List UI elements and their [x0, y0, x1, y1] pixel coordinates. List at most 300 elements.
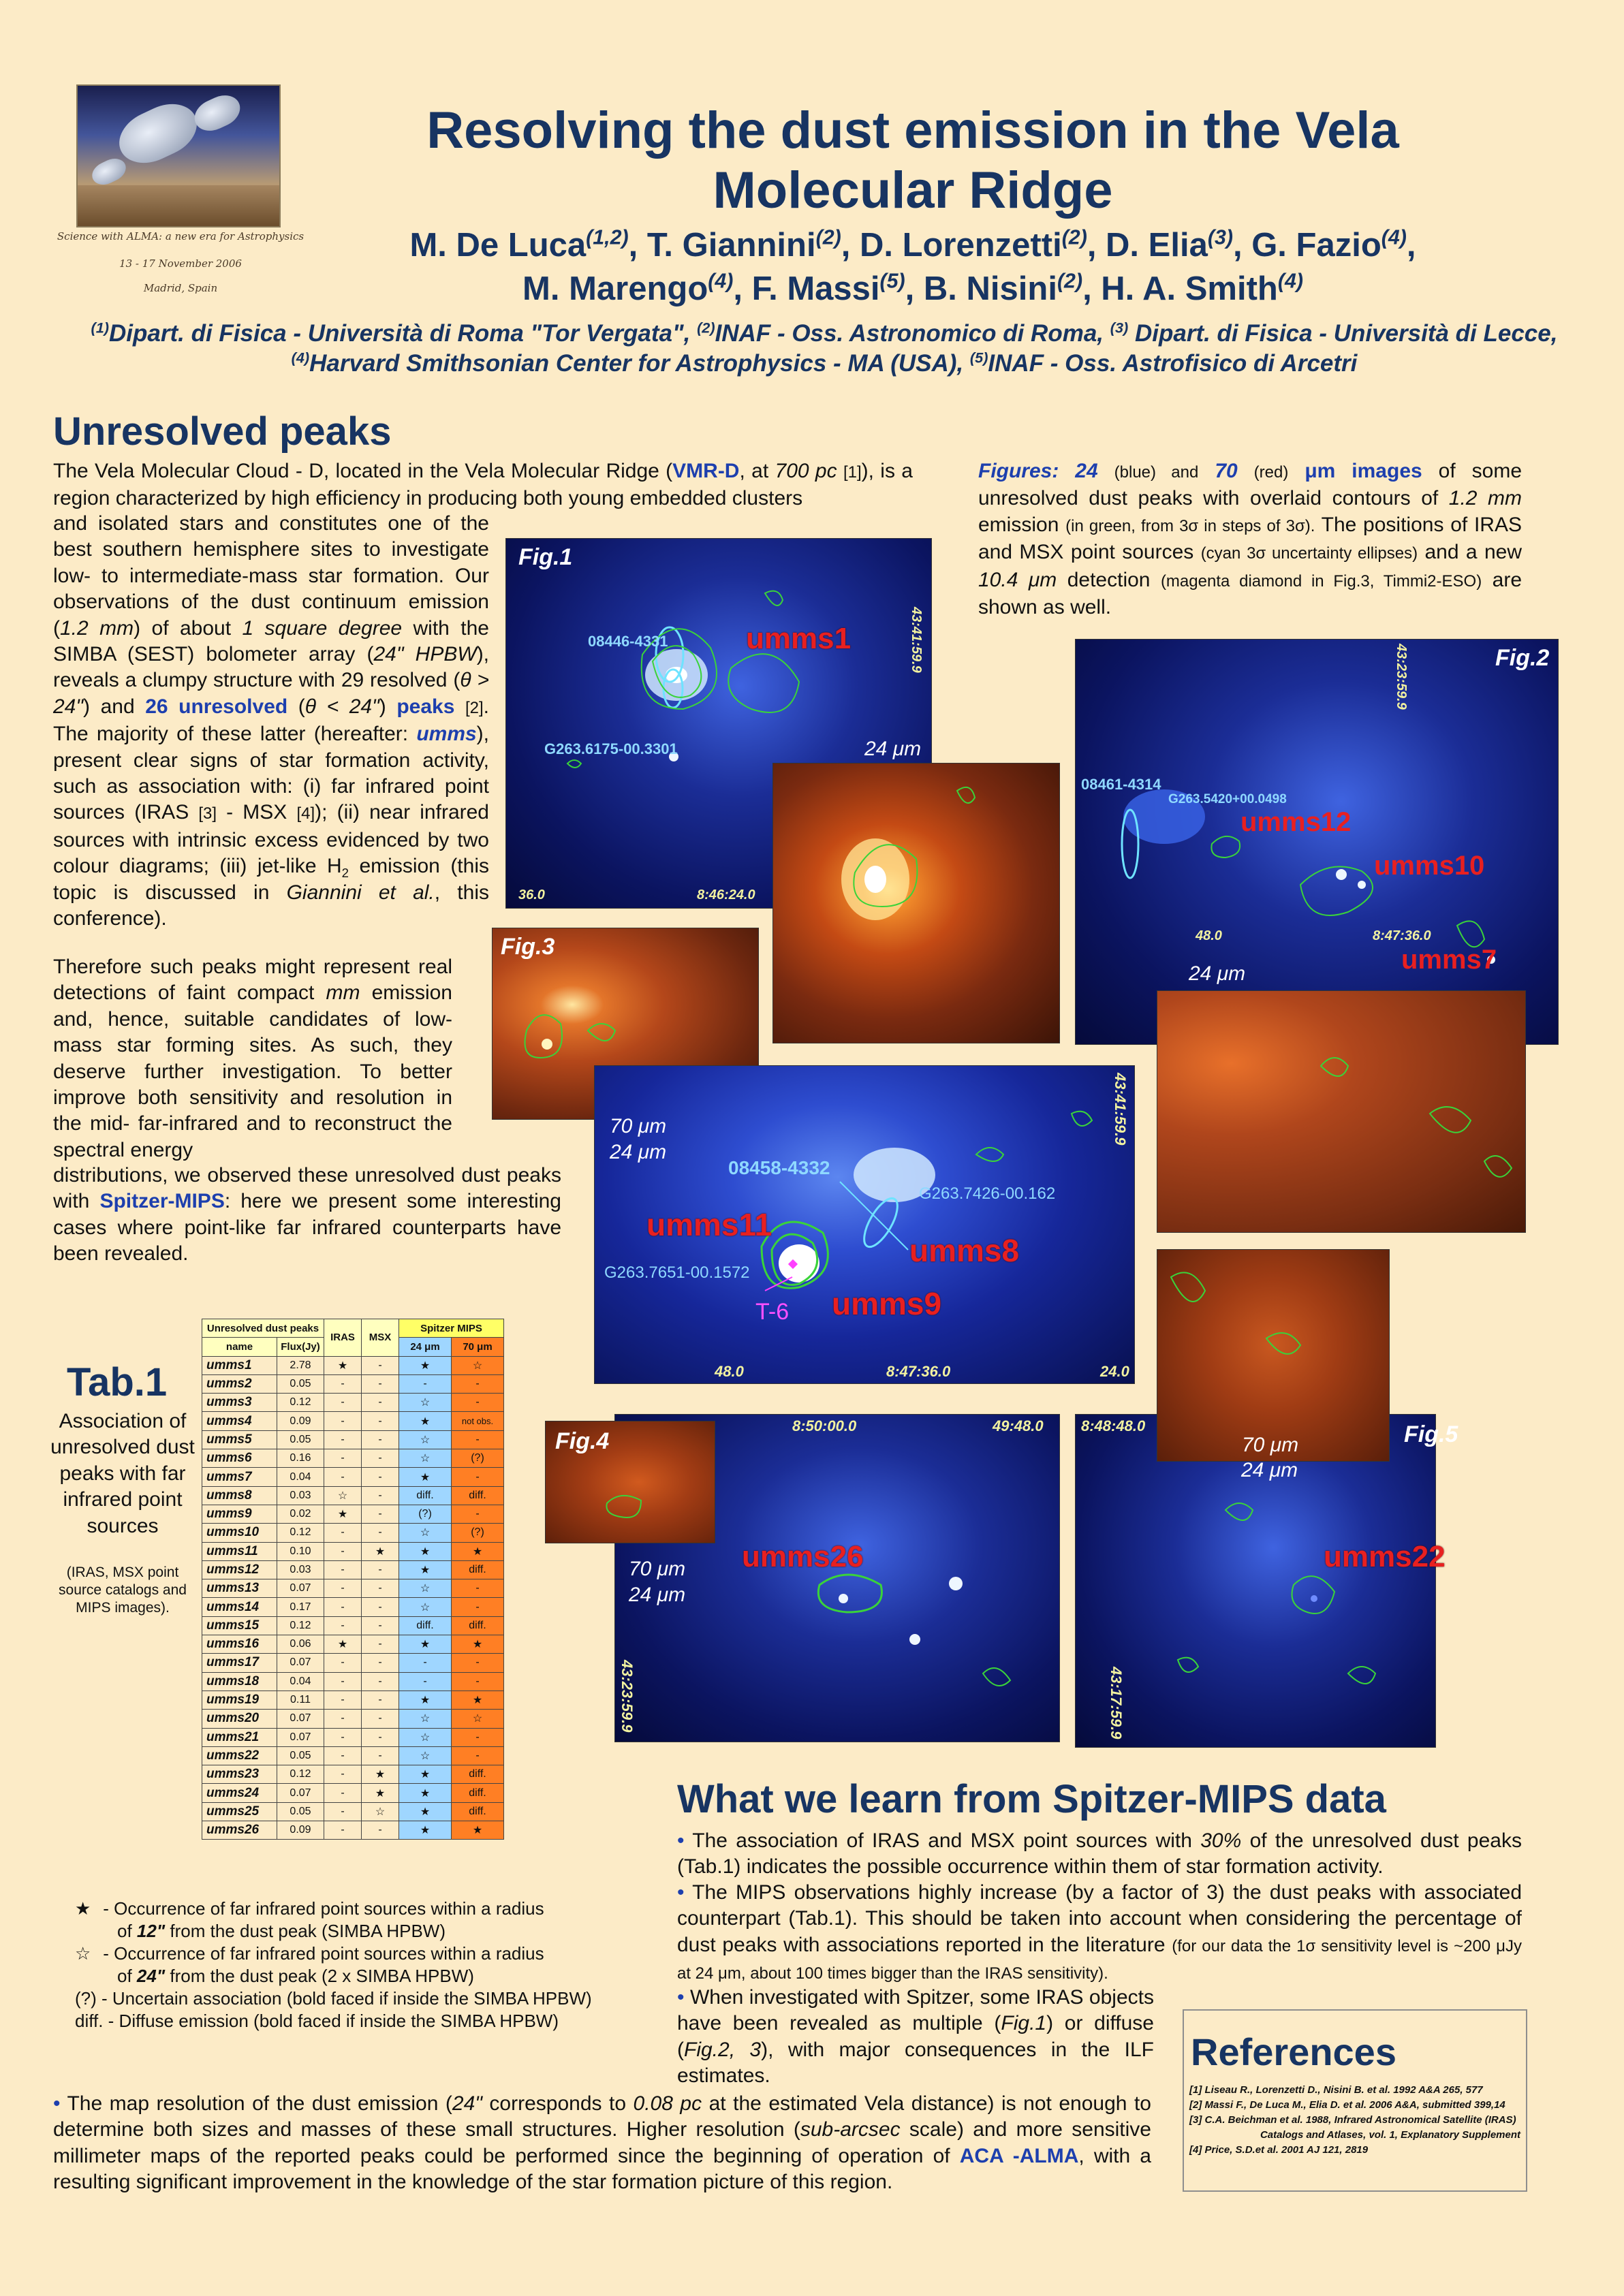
mips70-cell: diff. [452, 1802, 504, 1821]
peak-name-cell: umms6 [202, 1449, 277, 1468]
mips24-cell: ☆ [399, 1746, 452, 1765]
mips24-cell: ★ [399, 1542, 452, 1560]
msx-cell: - [362, 1505, 399, 1523]
fig2-label: Fig.2 [1495, 645, 1550, 671]
mips70-cell: diff. [452, 1486, 504, 1505]
fig4-point-source [909, 1634, 920, 1645]
reference-item: [2] Massi F., De Luca M., Elia D. et al. 2006 A&A, submitted 399,14 [1189, 2099, 1505, 2111]
ref-link[interactable]: [4] [296, 804, 315, 823]
iras-cell: ★ [324, 1356, 362, 1374]
mips70-cell: diff. [452, 1616, 504, 1635]
mips70-cell: - [452, 1505, 504, 1523]
author-sep: , [733, 270, 752, 307]
msx-cell: - [362, 1746, 399, 1765]
peak-name-cell: umms26 [202, 1821, 277, 1840]
fig4-70-contour [606, 1496, 641, 1517]
msx-cell: - [362, 1616, 399, 1635]
flux-cell: 0.05 [277, 1746, 324, 1765]
flux-cell: 0.07 [277, 1784, 324, 1802]
mips24-cell: ★ [399, 1765, 452, 1784]
flux-cell: 0.05 [277, 1802, 324, 1821]
msx-cell: - [362, 1821, 399, 1840]
iras-cell: - [324, 1468, 362, 1486]
msx-cell: - [362, 1486, 399, 1505]
msx-cell: - [362, 1710, 399, 1728]
tab1-legend [75, 1898, 661, 2032]
author-name: B. Nisini [923, 270, 1057, 307]
figures-caption [978, 458, 1522, 620]
author-name: M. De Luca [409, 227, 587, 264]
fig1-70-contours [773, 764, 1059, 1043]
fig3-70-contour [525, 1015, 563, 1058]
affil-num: (5) [969, 349, 988, 366]
conference-name: Science with ALMA: a new era for Astrophysics [57, 230, 304, 242]
learn-note: (for our data the 1σ sensitivity level is ~200 μJy at 24 μm, about 100 times bigger than the IRAS sensitivity). [677, 1936, 1522, 1983]
fig3-dec-label: 43:41:59.9 [1112, 1073, 1129, 1146]
legend-text: of [117, 1966, 132, 1986]
authors-line-2 [313, 267, 1512, 311]
author-sep: , [905, 270, 924, 307]
author-aff: (1,2) [586, 225, 629, 249]
flux-cell: 0.07 [277, 1654, 324, 1672]
mips24-cell: - [399, 1654, 452, 1672]
fig5-70um-image [1157, 1249, 1390, 1462]
mips24-cell: (?) [399, 1505, 452, 1523]
fig5-wl-label: 70 μm [1242, 1434, 1299, 1456]
mips70-cell: ★ [452, 1542, 504, 1560]
ref-link[interactable]: [2] [465, 698, 484, 717]
iras-cell: - [324, 1394, 362, 1412]
fig2-contours [1076, 640, 1558, 1044]
mips24-cell: - [399, 1672, 452, 1690]
mips70-cell: diff. [452, 1784, 504, 1802]
fig3-70-source [542, 1039, 552, 1050]
table-row [202, 1598, 504, 1616]
open-star-icon: ☆ [75, 1943, 91, 1964]
section-heading-learn: What we learn from Spitzer-MIPS data [677, 1777, 1386, 1821]
fig5-mm-contour [1292, 1576, 1335, 1614]
msx-cell: ☆ [362, 1802, 399, 1821]
peak-name-cell: umms1 [202, 1356, 277, 1374]
flux-cell: 0.12 [277, 1765, 324, 1784]
conference-location: Madrid, Spain [143, 282, 218, 294]
flux-cell: 0.11 [277, 1690, 324, 1709]
learn-percent: 30% [1200, 1829, 1242, 1852]
mips70-cell: - [452, 1468, 504, 1486]
ground-decoration [78, 185, 279, 226]
table-row [202, 1524, 504, 1542]
iras-cell: - [324, 1579, 362, 1598]
cap-blue: (blue) and [1114, 463, 1199, 482]
fig5-mm-contour [1178, 1658, 1198, 1672]
author-name: D. Lorenzetti [859, 227, 1062, 264]
table-row [202, 1468, 504, 1486]
mips24-cell: ☆ [399, 1598, 452, 1616]
table-row [202, 1690, 504, 1709]
author-name: G. Fazio [1251, 227, 1381, 264]
fig5-mm-contour [1348, 1667, 1375, 1684]
iras-cell: - [324, 1821, 362, 1840]
fig3-ra-label: 8:47:36.0 [886, 1363, 951, 1380]
table-row [202, 1356, 504, 1374]
peaks-label: peaks [396, 695, 455, 718]
alma-label: ACA -ALMA [959, 2144, 1079, 2167]
conclusion-text: , with a resulting significant improvement in the knowledge of the star formation picture of this region. [53, 2144, 1151, 2194]
fig5-wl-label: 24 μm [1241, 1459, 1298, 1481]
table-row [202, 1710, 504, 1728]
author-aff: (2) [815, 225, 841, 249]
fig2-ra-label: 8:47:36.0 [1373, 928, 1431, 943]
mips24-cell: ☆ [399, 1394, 452, 1412]
fig1-70um-image [772, 763, 1060, 1043]
flux-cell: 0.04 [277, 1468, 324, 1486]
peak-name-cell: umms10 [202, 1524, 277, 1542]
iras-cell: - [324, 1654, 362, 1672]
fig2-70-contours [1157, 991, 1525, 1232]
author-sep: , [628, 227, 647, 264]
legend-radius: 24" [136, 1966, 166, 1986]
flux-cell: 0.05 [277, 1430, 324, 1449]
affil-num: (4) [291, 349, 310, 366]
iras-cell: - [324, 1542, 362, 1560]
learn-text: The association of IRAS and MSX point sources with [692, 1829, 1192, 1852]
flux-cell: 0.04 [277, 1672, 324, 1690]
iras-cell: - [324, 1449, 362, 1468]
spitzer-label: Spitzer-MIPS [99, 1190, 225, 1213]
fig2-ra-label: 48.0 [1196, 928, 1222, 943]
conclusion-text: The map resolution of the dust emission ( [67, 2092, 452, 2115]
learn-text: of the unresolved dust peaks (Tab.1) indicates the possible occurrence within them of star formation activity. [677, 1829, 1522, 1878]
cap-red: (red) [1253, 463, 1289, 482]
learn-bullet-2 [677, 1880, 1522, 1987]
author-aff: (2) [1061, 225, 1087, 249]
ref-link[interactable]: [1] [843, 463, 862, 482]
author-sep: , [1082, 270, 1102, 307]
author-sep: , [1232, 227, 1252, 264]
flux-cell: 0.09 [277, 1821, 324, 1840]
flux-cell: 0.05 [277, 1374, 324, 1393]
unresolved-body-3: distributions, we observed these unresolved dust peaks with Spitzer-MIPS: here we present some interesting cases where point-like far infrared counterparts have been revealed. [53, 1164, 561, 1265]
msx-cell: - [362, 1430, 399, 1449]
fig2-point-source [1358, 881, 1366, 889]
fig1-mm-contour [765, 591, 783, 606]
cap-contour-wl: 1.2 mm [1448, 487, 1522, 510]
peak-name-cell: umms22 [202, 1746, 277, 1765]
flux-cell: 0.12 [277, 1524, 324, 1542]
mips24-cell: ☆ [399, 1710, 452, 1728]
legend-text: - Diffuse emission (bold faced if inside the SIMBA HPBW) [108, 2011, 559, 2031]
fig2-70-contour [1430, 1107, 1471, 1133]
affiliations-line-2 [48, 349, 1601, 379]
references-list [1189, 2083, 1520, 2158]
antenna-dish-icon [89, 155, 130, 189]
table-row [202, 1430, 504, 1449]
author-aff: (4) [1381, 225, 1407, 249]
peak-name-cell: umms12 [202, 1560, 277, 1579]
iras-cell: - [324, 1746, 362, 1765]
fig5-ra-label: 8:48:48.0 [1081, 1417, 1146, 1434]
bullet-icon: • [53, 2092, 61, 2115]
fig4-point-source [949, 1577, 963, 1590]
mips24-cell: ☆ [399, 1449, 452, 1468]
learn-text: ), with major consequences in the ILF estimates. [677, 2038, 1154, 2088]
flux-cell: 0.09 [277, 1412, 324, 1430]
affil-text: Harvard Smithsonian Center for Astrophysics - MA (USA), [309, 350, 970, 377]
table-row [202, 1560, 504, 1579]
learn-text: ) or diffuse ( [677, 2012, 1154, 2061]
bullet-icon: • [677, 1829, 685, 1852]
peak-name-cell: umms9 [202, 1505, 277, 1523]
unresolved-count: 26 unresolved [145, 695, 288, 718]
fig5-70-contour [1171, 1272, 1205, 1302]
conclusion-res: 24" [452, 2092, 482, 2115]
mips70-cell: - [452, 1374, 504, 1393]
author-aff: (3) [1207, 225, 1233, 249]
tab1-heading: Tab.1 [67, 1360, 168, 1404]
legend-symbol: diff. [75, 2011, 104, 2031]
flux-cell: 0.12 [277, 1616, 324, 1635]
iras-cell: - [324, 1710, 362, 1728]
table-row [202, 1654, 504, 1672]
mips24-cell: ★ [399, 1635, 452, 1654]
fig3-t6-label: T-6 [755, 1299, 790, 1325]
author-sep: , [841, 227, 860, 264]
fig5-70-contour [1266, 1333, 1300, 1354]
cap-new-wl: 10.4 μm [978, 568, 1057, 591]
msx-cell: - [362, 1412, 399, 1430]
author-name: F. Massi [751, 270, 880, 307]
learn-text: The MIPS observations highly increase (by a factor of 3) the dust peaks with associated counterpart (Tab.1). This should be taken into account when considering the percentage of dust peaks with associations reported in the literature [677, 1881, 1522, 1956]
msx-cell: - [362, 1672, 399, 1690]
mips70-cell: - [452, 1394, 504, 1412]
fig3-ra-label: 24.0 [1100, 1363, 1129, 1380]
conclusion-text: corresponds to [482, 2092, 634, 2115]
fig1-wl-label: 24 μm [864, 738, 922, 760]
authors-line-1 [313, 223, 1512, 267]
cap-cyan: (cyan 3σ uncertainty ellipses) [1200, 544, 1418, 563]
mips70-cell: - [452, 1728, 504, 1746]
table-row [202, 1542, 504, 1560]
fig1-dec-label: 43:41:59.9 [909, 607, 924, 673]
mm-unit: mm [326, 981, 360, 1005]
cap-lead: Figures: 24 [978, 460, 1098, 482]
fig4-wl-label: 70 μm [629, 1558, 686, 1580]
table-row [202, 1672, 504, 1690]
peak-name-cell: umms16 [202, 1635, 277, 1654]
tab1-table [202, 1319, 504, 1840]
cap-of-some: of some unresolved dust peaks with overlaid contours of [978, 460, 1522, 510]
msx-cell: - [362, 1654, 399, 1672]
legend-radius: 12" [136, 1921, 166, 1941]
iras-cell: - [324, 1765, 362, 1784]
filled-star-icon: ★ [75, 1898, 91, 1919]
fig4-mm-contour [818, 1575, 881, 1612]
author-sep: , [1087, 227, 1106, 264]
bullet-icon: • [677, 1986, 685, 2009]
conclusion-text: at the estimated Vela distance) is not enough to determine both sizes and masses of these small structures. Higher resolution ( [53, 2092, 1151, 2141]
fig2-70um-image [1157, 990, 1526, 1233]
affil-num: (3) [1110, 319, 1129, 336]
table-header-cell: Spitzer MIPS [399, 1319, 504, 1338]
mips24-cell: ★ [399, 1821, 452, 1840]
fig3-label: Fig.3 [501, 934, 555, 960]
umms-label: umms [416, 723, 477, 746]
learn-bullet-1 [677, 1828, 1522, 1881]
authors-block [313, 223, 1512, 311]
fig2-src-label: 08461-4314 [1081, 776, 1161, 793]
peak-name-cell: umms11 [202, 1542, 277, 1560]
table-row [202, 1579, 504, 1598]
title-line-2: Molecular Ridge [713, 161, 1113, 219]
fig-ref: Fig.1 [1001, 2012, 1047, 2035]
fig2-peak-label: umms12 [1240, 807, 1352, 837]
tab1-caption: Association of unresolved dust peaks with far infrared point sources [50, 1410, 195, 1537]
peak-name-cell: umms25 [202, 1802, 277, 1821]
cap-green: (in green, from 3σ in steps of 3σ). [1065, 516, 1315, 535]
fig2-peak-label: umms7 [1401, 945, 1497, 975]
peak-name-cell: umms17 [202, 1654, 277, 1672]
fig4-mm-contour [983, 1668, 1010, 1686]
mips24-cell: ★ [399, 1468, 452, 1486]
author-aff: (2) [1057, 269, 1083, 293]
cap-magenta: (magenta diamond in Fig.3, Timmi2-ESO) [1160, 571, 1482, 591]
fig1-mm-contour [728, 654, 799, 712]
table-header-cell: 70 μm [452, 1338, 504, 1356]
table-row [202, 1374, 504, 1393]
fig2-70-contour [1321, 1058, 1348, 1076]
msx-cell: - [362, 1690, 399, 1709]
table-row [202, 1728, 504, 1746]
conclusion-paragraph [53, 2091, 1151, 2196]
giannini-ref: Giannini et al. [286, 881, 435, 904]
ref-link[interactable]: [3] [198, 804, 217, 823]
peak-name-cell: umms14 [202, 1598, 277, 1616]
fig3-24um-image [594, 1065, 1135, 1384]
fig1-70-core [864, 866, 886, 893]
peak-name-cell: umms15 [202, 1616, 277, 1635]
iras-cell: - [324, 1430, 362, 1449]
mips70-cell: diff. [452, 1560, 504, 1579]
legend-text: of [117, 1921, 132, 1941]
peak-name-cell: umms2 [202, 1374, 277, 1393]
flux-cell: 0.02 [277, 1505, 324, 1523]
table-row [202, 1784, 504, 1802]
fig1-src-label: G263.6175-00.3301 [544, 740, 678, 757]
mips70-cell: - [452, 1654, 504, 1672]
affil-text: INAF - Oss. Astrofisico di Arcetri [988, 350, 1358, 377]
mips70-cell: ☆ [452, 1356, 504, 1374]
iras-cell: - [324, 1616, 362, 1635]
flux-cell: 0.06 [277, 1635, 324, 1654]
table-row [202, 1412, 504, 1430]
msx-cell: - [362, 1356, 399, 1374]
mips70-cell: - [452, 1430, 504, 1449]
reference-item: [4] Price, S.D.et al. 2001 AJ 121, 2819 [1189, 2144, 1369, 2156]
iras-cell: - [324, 1524, 362, 1542]
reference-item: Catalogs and Atlases, vol. 1, Explanatory Supplement [1260, 2129, 1520, 2141]
legend-text: from the dust peak (SIMBA HPBW) [170, 1921, 446, 1941]
mips24-cell: diff. [399, 1616, 452, 1635]
conclusion-sub: sub-arcsec [800, 2118, 901, 2141]
affil-text: Dipart. di Fisica - Università di Lecce, [1128, 320, 1558, 347]
conclusion-pc: 0.08 pc [633, 2092, 702, 2115]
mips70-cell: ☆ [452, 1710, 504, 1728]
conclusion-text: scale) and more sensitive millimeter maps of the reported peaks could be performed since the beginning of operation of [53, 2118, 1151, 2167]
cap-positions: The positions of IRAS and MSX point sources [978, 513, 1522, 564]
fig4-peak-label: umms26 [742, 1540, 864, 1573]
legend-text: - Occurrence of far infrared point sources within a radius [103, 1943, 544, 1964]
fig2-wl-label: 24 μm [1189, 962, 1246, 985]
table-header-row [202, 1319, 504, 1338]
affiliations-line-1 [48, 319, 1601, 349]
references-box [1183, 2009, 1527, 2192]
fig5-dec-label: 43:17:59.9 [1108, 1667, 1125, 1740]
flux-cell: 0.07 [277, 1710, 324, 1728]
fig5-label: Fig.5 [1404, 1421, 1458, 1447]
msx-cell: ★ [362, 1765, 399, 1784]
table-row [202, 1802, 504, 1821]
iras-cell: - [324, 1598, 362, 1616]
cap-shown: are shown as well. [978, 568, 1522, 619]
msx-cell: - [362, 1374, 399, 1393]
fig3-mm-contour [1072, 1112, 1092, 1126]
mips24-cell: ★ [399, 1356, 452, 1374]
table-row [202, 1635, 504, 1654]
table-row [202, 1449, 504, 1468]
mips70-cell: ★ [452, 1690, 504, 1709]
table-row [202, 1486, 504, 1505]
mips70-cell: ★ [452, 1821, 504, 1840]
table-row [202, 1394, 504, 1412]
peak-name-cell: umms21 [202, 1728, 277, 1746]
author-name: H. A. Smith [1101, 270, 1278, 307]
reference-item: [3] C.A. Beichman et al. 1988, Infrared Astronomical Satellite (IRAS) [1189, 2114, 1516, 2126]
antenna-dish-icon [189, 89, 245, 136]
msx-cell: - [362, 1560, 399, 1579]
obs-wavelength: 1.2 mm [60, 616, 134, 640]
mips24-cell: ☆ [399, 1524, 452, 1542]
fig2-70-contour [1484, 1156, 1512, 1177]
flux-cell: 0.03 [277, 1560, 324, 1579]
instrument: SIMBA (SEST) [53, 643, 195, 666]
msx-cell: - [362, 1524, 399, 1542]
iras-cell: - [324, 1412, 362, 1430]
affil-num: (1) [91, 319, 110, 336]
cap-70: 70 [1215, 460, 1238, 482]
peak-name-cell: umms8 [202, 1486, 277, 1505]
fig4-point-source [839, 1594, 848, 1603]
fig3-source-core [779, 1244, 819, 1283]
legend-item-cont [75, 1920, 661, 1943]
flux-cell: 2.78 [277, 1356, 324, 1374]
fig5-70-contours [1157, 1250, 1389, 1461]
poster-title [313, 101, 1512, 221]
mips24-cell: ☆ [399, 1579, 452, 1598]
author-name: D. Elia [1106, 227, 1208, 264]
fig4-ra-label: 8:50:00.0 [792, 1417, 857, 1434]
legend-text: from the dust peak (2 x SIMBA HPBW) [170, 1966, 474, 1986]
msx-cell: - [362, 1394, 399, 1412]
peak-name-cell: umms24 [202, 1784, 277, 1802]
mips24-cell: ★ [399, 1690, 452, 1709]
fig4-dec-label: 43:23:59.9 [619, 1660, 636, 1733]
fig3-wl-label: 70 μm [610, 1115, 667, 1137]
fig4-70um-image [545, 1421, 715, 1543]
table-row [202, 1821, 504, 1840]
table-row [202, 1765, 504, 1784]
legend-text: - Occurrence of far infrared point sources within a radius [103, 1898, 544, 1919]
beam: 24" HPBW [373, 643, 477, 666]
